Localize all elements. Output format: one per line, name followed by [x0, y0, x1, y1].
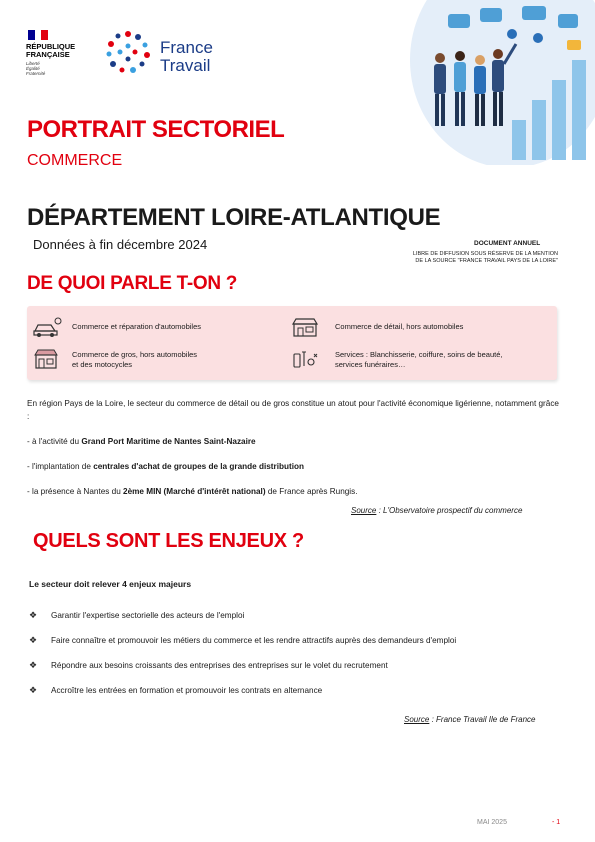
section-heading-challenges: QUELS SONT LES ENJEUX ? [33, 530, 304, 552]
diffusion-notice: LIBRE DE DIFFUSION SOUS RÉSERVE DE LA MENTION DE LA SOURCE "FRANCE TRAVAIL PAYS DE LA LOIRE" [412, 251, 558, 264]
page-number: - 1 [552, 819, 561, 826]
page-subtitle: COMMERCE [27, 152, 123, 169]
france-travail-brand-name: France Travail [160, 38, 213, 75]
diamond-bullet-icon: ❖ [29, 635, 38, 645]
intro-paragraph: En région Pays de la Loire, le secteur du commerce de détail ou de gros constitue un atout pour l'activité économique ligérienne, notamment grâce : [27, 399, 559, 421]
data-date: Données à fin décembre 2024 [33, 237, 208, 252]
department-heading: DÉPARTEMENT LOIRE-ATLANTIQUE [27, 204, 441, 231]
context-bullet: - la présence à Nantes du 2ème MIN (Marché d'intérêt national) de France après Rungis. [27, 487, 358, 496]
republique-francaise-motto: Liberté Égalité Fraternité [26, 61, 46, 76]
diamond-bullet-icon: ❖ [29, 685, 38, 695]
challenge-item: ❖ Faire connaître et promouvoir les métiers du commerce et les rendre attractifs auprès des demandeurs d'emploi [29, 635, 457, 645]
source-citation: Source : France Travail Ile de France [404, 715, 536, 724]
france-travail-logo-icon [104, 28, 152, 76]
challenge-item: ❖ Accroître les entrées en formation et promouvoir les contrats en alternance [29, 685, 323, 695]
document-type: DOCUMENT ANNUEL [474, 240, 541, 247]
services-icon [290, 348, 320, 370]
challenge-item: ❖ Répondre aux besoins croissants des entreprises des entreprises sur le volet du recrutement [29, 660, 388, 670]
challenges-lead: Le secteur doit relever 4 enjeux majeurs [29, 579, 192, 589]
source-citation: Source : L'Observatoire prospectif du commerce [351, 506, 523, 515]
republique-francaise-flag [28, 30, 48, 40]
retail-shop-icon [290, 316, 320, 338]
car-repair-icon [32, 316, 62, 338]
business-team-illustration [392, 0, 595, 165]
sector-item: Commerce de détail, hors automobiles [335, 322, 464, 331]
diamond-bullet-icon: ❖ [29, 610, 38, 620]
sector-item: Commerce de gros, hors automobiles et des motocycles [72, 350, 198, 369]
diamond-bullet-icon: ❖ [29, 660, 38, 670]
challenge-item: ❖ Garantir l'expertise sectorielle des acteurs de l'emploi [29, 610, 245, 620]
page-title: PORTRAIT SECTORIEL [27, 116, 285, 143]
footer-date: MAI 2025 [477, 819, 507, 826]
wholesale-store-icon [32, 348, 62, 370]
context-bullet: - à l'activité du Grand Port Maritime de Nantes Saint-Nazaire [27, 437, 256, 446]
sector-item: Commerce et réparation d'automobiles [72, 322, 201, 331]
section-heading-definition: DE QUOI PARLE T-ON ? [27, 273, 238, 294]
sector-list-box [27, 306, 557, 380]
republique-francaise-text: RÉPUBLIQUE FRANÇAISE [26, 42, 76, 59]
sector-item: Services : Blanchisserie, coiffure, soins de beauté, services funéraires… [335, 350, 503, 369]
context-bullet: - l'implantation de centrales d'achat de groupes de la grande distribution [27, 462, 304, 471]
